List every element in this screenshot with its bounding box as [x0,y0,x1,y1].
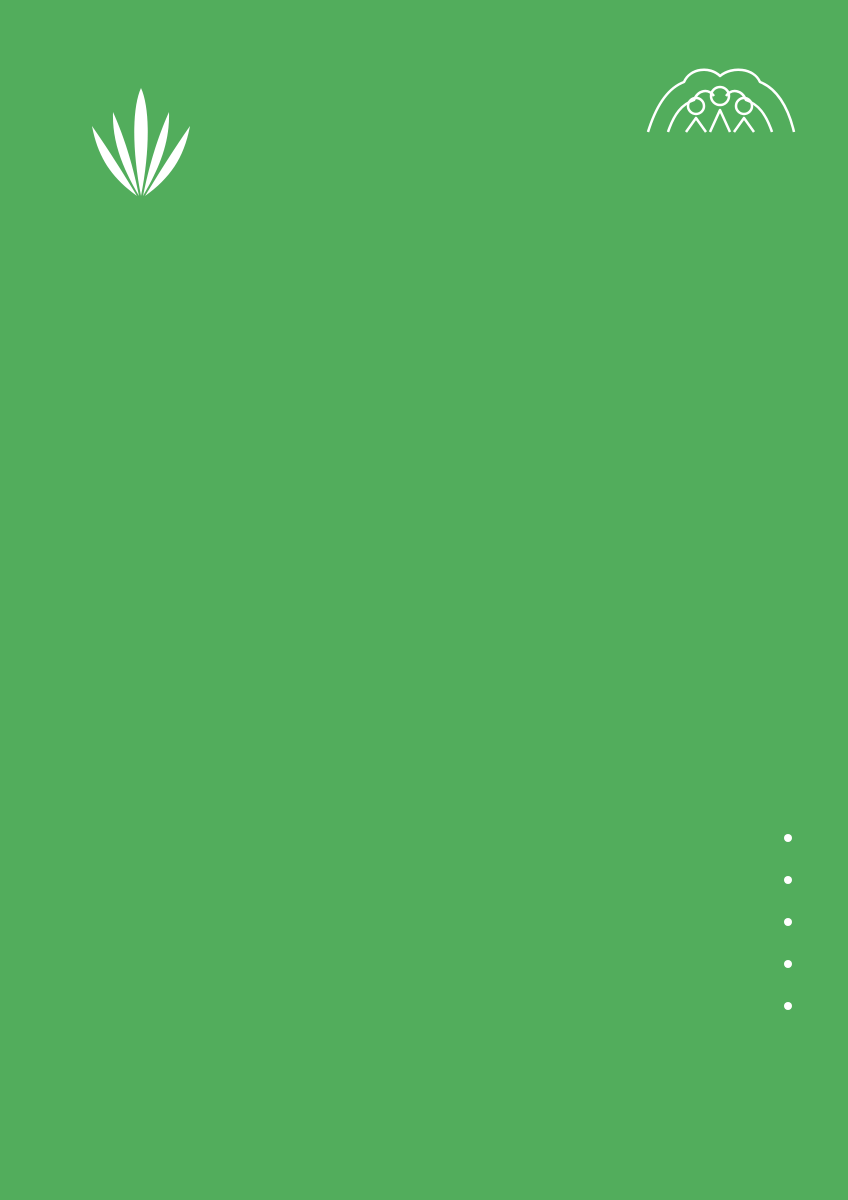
plant-emblem-icon [86,78,196,208]
bullet-icon [784,1002,792,1010]
national-day-logo [630,62,810,272]
organization-logo [36,78,246,268]
decorative-border [0,1060,848,1180]
list-item [92,901,792,943]
list-item [92,817,792,859]
founders-portrait-icon [640,62,800,140]
list-item [92,985,792,1027]
list-item [92,859,792,901]
bullet-icon [784,960,792,968]
list-item [92,943,792,985]
bullet-icon [784,834,792,842]
bullet-icon [784,876,792,884]
rules-list [92,817,792,1027]
bullet-icon [784,918,792,926]
